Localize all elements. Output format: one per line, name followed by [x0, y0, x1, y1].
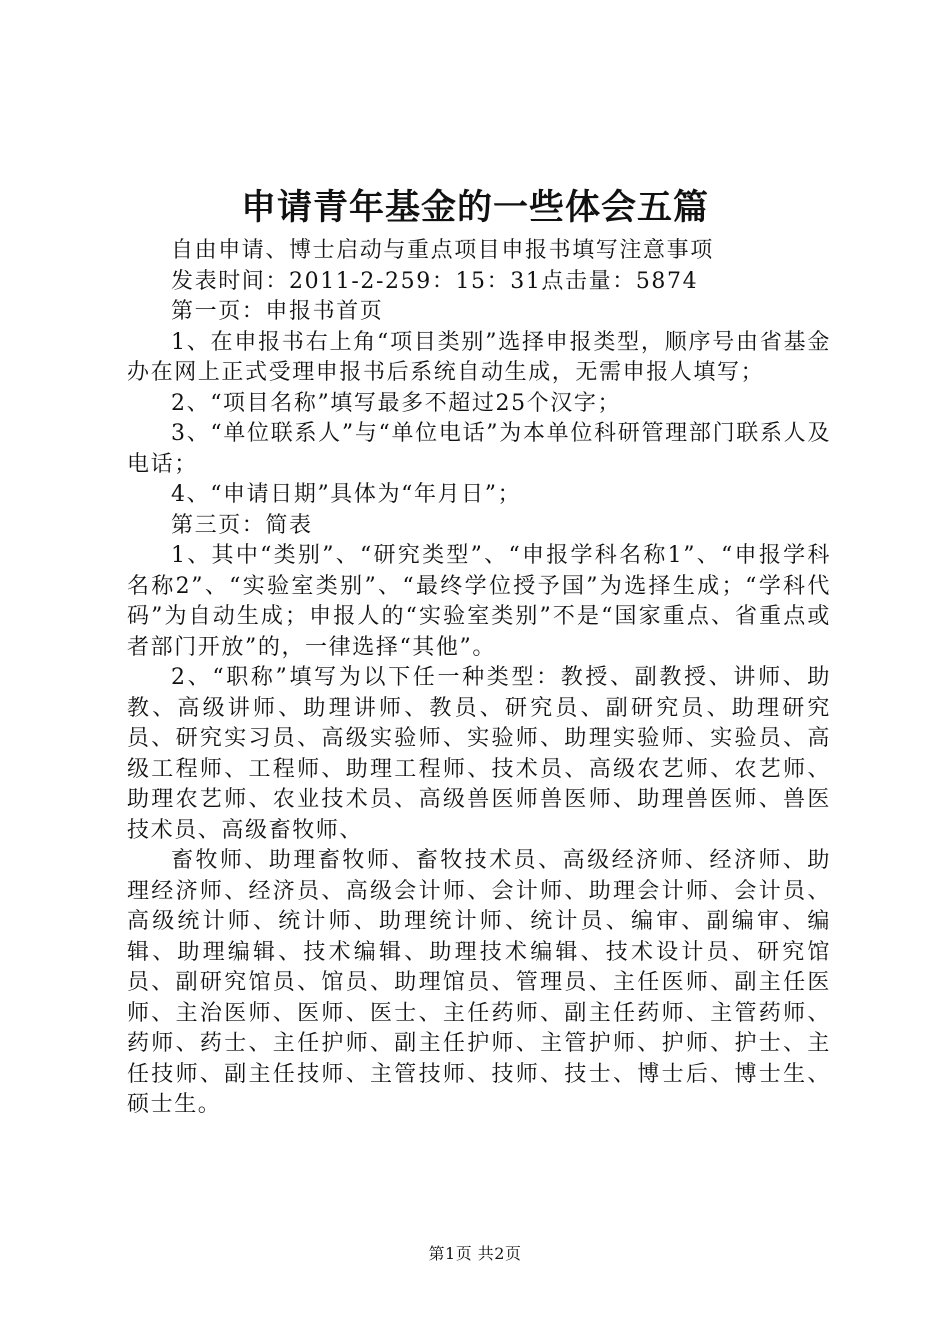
- document-body: [127, 236, 831, 1121]
- paragraph-title-list-continued: 畜牧师、助理畜牧师、畜牧技术员、高级经济师、经济师、助理经济师、经济员、高级会计师、会计师、助理会计师、会计员、高级统计师、统计师、助理统计师、统计员、编审、副编审、编辑、助理编辑、技术编辑、助理技术编辑、技术设计员、研究馆员、副研究馆员、馆员、助理馆员、管理员、主任医师、副主任医师、主治医师、医师、医士、主任药师、副主任药师、主管药师、药师、药士、主任护师、副主任护师、主管护师、护师、护士、主任技师、副主任技师、主管技师、技师、技士、博士后、博士生、硕士生。: [127, 848, 831, 1117]
- paragraph-subtitle: 自由申请、博士启动与重点项目申报书填写注意事项: [171, 238, 714, 263]
- paragraph-item-3: 3、“单位联系人”与“单位电话”为本单位科研管理部门联系人及电话；: [127, 421, 831, 477]
- paragraph-item-4: 4、“申请日期”具体为“年月日”；: [171, 482, 522, 507]
- paragraph-section-page-one: 第一页：申报书首页: [171, 299, 384, 324]
- paragraph-section-page-three: 第三页：简表: [171, 512, 313, 538]
- document-title: 申请青年基金的一些体会五篇: [240, 188, 709, 228]
- paragraph-item-1: 1、在申报书右上角“项目类别”选择申报类型，顺序号由省基金办在网上正式受理申报书后系统自动生成，无需申报人填写；: [127, 329, 831, 385]
- paragraph-summary-item-1: 1、其中“类别”、“研究类型”、“申报学科名称1”、“申报学科名称2”、“实验室类别”、“最终学位授予国”为选择生成；“学科代码”为自动生成；申报人的“实验室类别”不是“国家重点、省重点或者部门开放”的，一律选择“其他”。: [127, 543, 831, 660]
- paragraph-publish-info: 发表时间：2011-2-259：15：31点击量：5874: [171, 268, 699, 294]
- page-footer: 第1页 共2页: [428, 1244, 522, 1263]
- paragraph-title-list: 2、“职称”填写为以下任一种类型：教授、副教授、讲师、助教、高级讲师、助理讲师、教员、研究员、副研究员、助理研究员、研究实习员、高级实验师、实验师、助理实验师、实验员、高级工程师、工程师、助理工程师、技术员、高级农艺师、农艺师、助理农艺师、农业技术员、高级兽医师兽医师、助理兽医师、兽医技术员、高级畜牧师、: [127, 665, 831, 843]
- paragraph-item-2: 2、“项目名称”填写最多不超过25个汉字；: [171, 390, 622, 416]
